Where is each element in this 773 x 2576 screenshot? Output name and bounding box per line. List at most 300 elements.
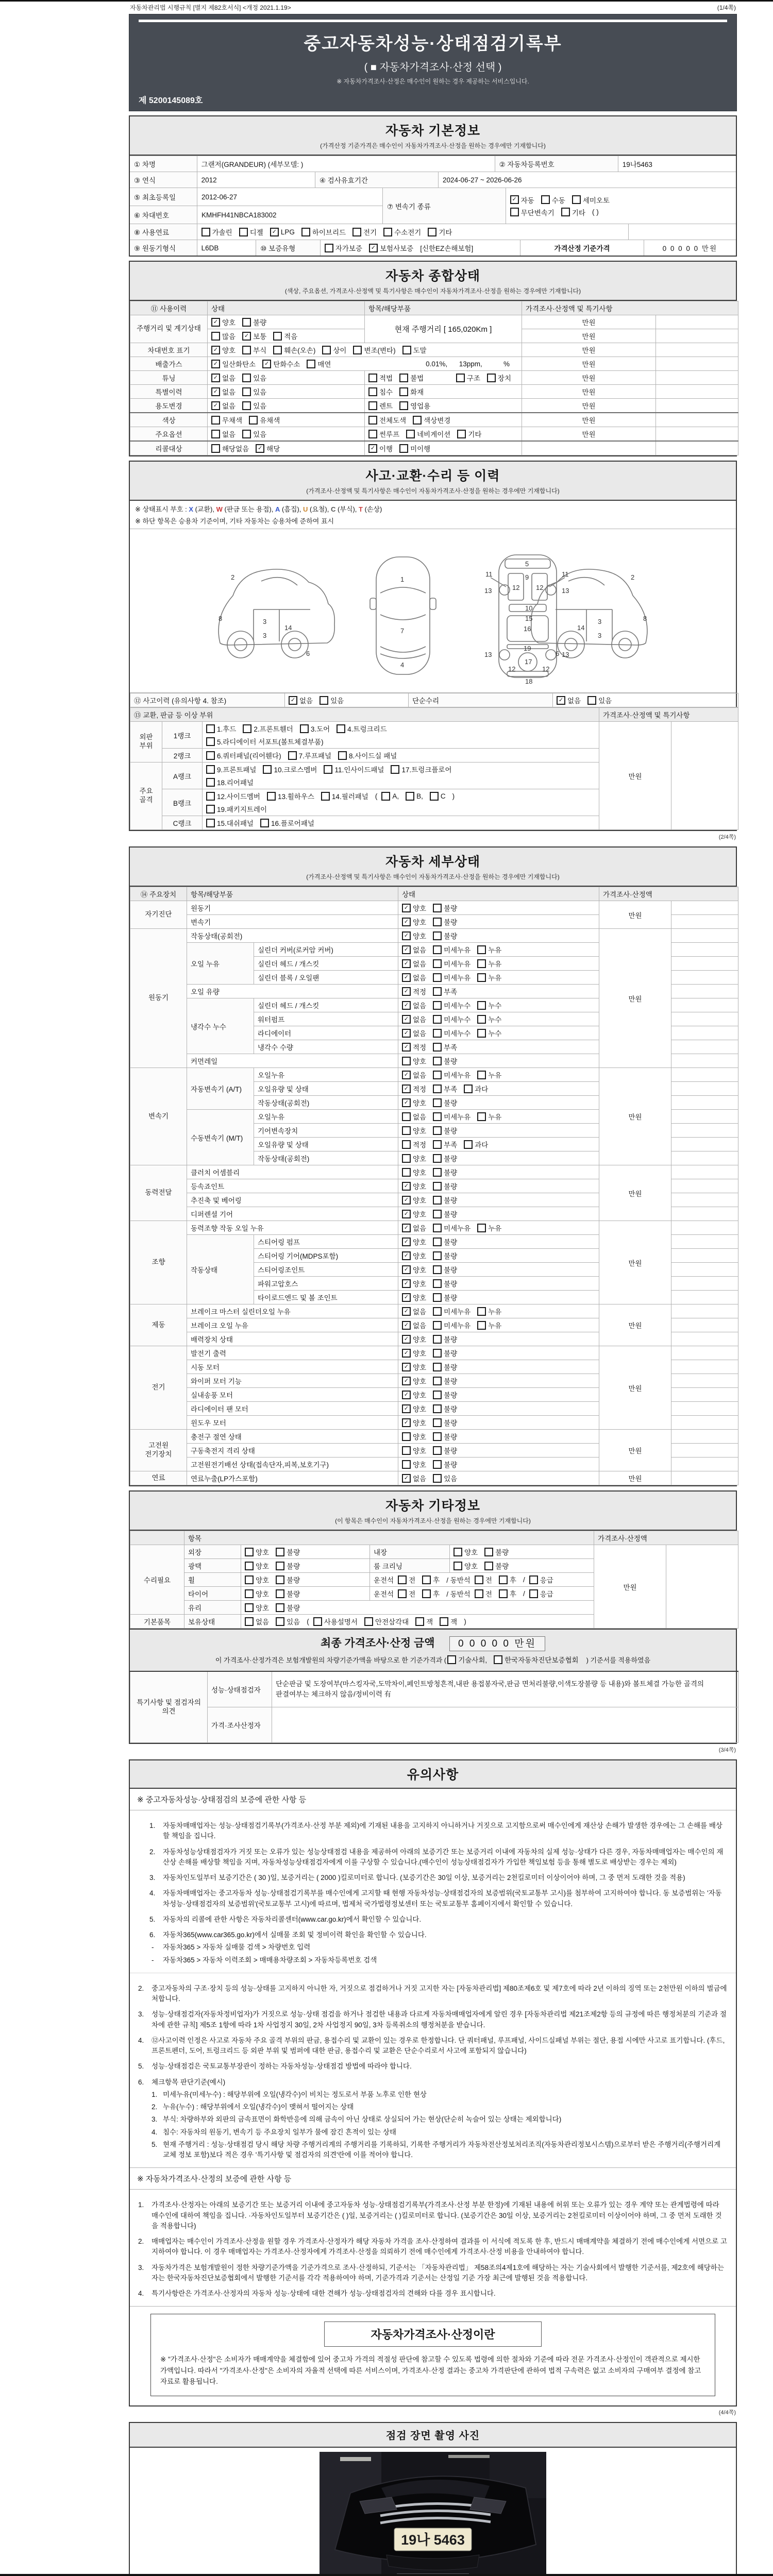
checkbox-option[interactable]	[428, 227, 452, 237]
checkbox-option[interactable]	[456, 372, 480, 383]
checkbox-option[interactable]	[572, 195, 610, 205]
checkbox-option[interactable]	[433, 1042, 457, 1052]
unchecked-checkbox-icon[interactable]	[353, 346, 362, 354]
checked-checkbox-icon[interactable]: ✓	[211, 374, 220, 382]
checkbox-option[interactable]	[402, 1209, 426, 1219]
unchecked-checkbox-icon[interactable]	[211, 430, 220, 438]
checked-checkbox-icon[interactable]: ✓	[402, 1363, 411, 1371]
checkbox-option[interactable]	[433, 1195, 457, 1205]
unchecked-checkbox-icon[interactable]	[433, 1265, 442, 1274]
checkbox-option[interactable]	[464, 1139, 488, 1149]
unchecked-checkbox-icon[interactable]	[433, 1377, 442, 1385]
checkbox-option[interactable]	[239, 227, 263, 237]
unchecked-checkbox-icon[interactable]	[433, 1279, 442, 1288]
unchecked-checkbox-icon[interactable]	[263, 765, 272, 774]
unchecked-checkbox-icon[interactable]	[433, 1140, 442, 1149]
checked-checkbox-icon[interactable]: ✓	[402, 1251, 411, 1260]
unchecked-checkbox-icon[interactable]	[352, 228, 361, 236]
checkbox-option[interactable]	[402, 1139, 426, 1149]
unchecked-checkbox-icon[interactable]	[406, 792, 414, 801]
unchecked-checkbox-icon[interactable]	[422, 1589, 431, 1598]
checkbox-option[interactable]	[402, 1431, 426, 1442]
unchecked-checkbox-icon[interactable]	[464, 1084, 473, 1093]
checkbox-option[interactable]	[256, 443, 280, 453]
checkbox-option[interactable]	[457, 429, 481, 439]
unchecked-checkbox-icon[interactable]	[433, 973, 442, 982]
checkbox-option[interactable]	[242, 331, 266, 341]
checkbox-option[interactable]	[415, 1616, 433, 1626]
unchecked-checkbox-icon[interactable]	[398, 1575, 407, 1584]
checkbox-option[interactable]	[477, 1223, 501, 1233]
checkbox-option[interactable]	[494, 1654, 578, 1665]
checkbox-option[interactable]	[211, 443, 249, 453]
unchecked-checkbox-icon[interactable]	[288, 751, 297, 760]
unchecked-checkbox-icon[interactable]	[402, 1460, 411, 1469]
unchecked-checkbox-icon[interactable]	[245, 1603, 254, 1612]
checkbox-option[interactable]	[300, 723, 330, 734]
checkbox-option[interactable]	[433, 1320, 470, 1330]
checked-checkbox-icon[interactable]: ✓	[402, 1391, 411, 1399]
unchecked-checkbox-icon[interactable]	[211, 332, 220, 341]
unchecked-checkbox-icon[interactable]	[572, 195, 581, 204]
unchecked-checkbox-icon[interactable]	[368, 387, 377, 396]
unchecked-checkbox-icon[interactable]	[206, 778, 215, 787]
unchecked-checkbox-icon[interactable]	[338, 751, 347, 760]
checkbox-option[interactable]	[433, 1181, 457, 1191]
checkbox-option[interactable]	[276, 1588, 300, 1599]
checkbox-option[interactable]	[484, 1547, 509, 1557]
checkbox-option[interactable]	[433, 972, 470, 982]
unchecked-checkbox-icon[interactable]	[433, 959, 442, 968]
checkbox-option[interactable]	[364, 1616, 409, 1626]
checkbox-option[interactable]	[399, 372, 424, 383]
unchecked-checkbox-icon[interactable]	[402, 1126, 411, 1135]
checkbox-option[interactable]	[402, 1000, 426, 1010]
checkbox-option[interactable]	[433, 903, 457, 913]
unchecked-checkbox-icon[interactable]	[477, 1071, 486, 1079]
unchecked-checkbox-icon[interactable]	[364, 1617, 373, 1626]
checkbox-option[interactable]	[276, 1547, 300, 1557]
checkbox-option[interactable]	[402, 1070, 426, 1080]
unchecked-checkbox-icon[interactable]	[276, 1603, 284, 1612]
checkbox-option[interactable]	[402, 1278, 426, 1289]
unchecked-checkbox-icon[interactable]	[484, 1562, 493, 1570]
unchecked-checkbox-icon[interactable]	[307, 360, 315, 368]
unchecked-checkbox-icon[interactable]	[477, 959, 486, 968]
unchecked-checkbox-icon[interactable]	[242, 318, 251, 327]
unchecked-checkbox-icon[interactable]	[433, 1168, 442, 1177]
unchecked-checkbox-icon[interactable]	[245, 1548, 254, 1556]
checked-checkbox-icon[interactable]: ✓	[402, 973, 411, 982]
checkbox-option[interactable]	[402, 1056, 426, 1066]
checkbox-option[interactable]	[243, 723, 293, 734]
checkbox-option[interactable]	[260, 818, 314, 828]
checkbox-option[interactable]	[242, 317, 266, 327]
unchecked-checkbox-icon[interactable]	[433, 1210, 442, 1218]
checkbox-option[interactable]	[338, 750, 397, 760]
checked-checkbox-icon[interactable]: ✓	[256, 444, 264, 453]
checkbox-option[interactable]	[368, 386, 393, 397]
unchecked-checkbox-icon[interactable]	[457, 430, 466, 438]
unchecked-checkbox-icon[interactable]	[433, 1029, 442, 1038]
checkbox-option[interactable]	[433, 1459, 457, 1469]
unchecked-checkbox-icon[interactable]	[433, 1307, 442, 1316]
unchecked-checkbox-icon[interactable]	[433, 1321, 442, 1330]
checkbox-option[interactable]	[402, 1223, 426, 1233]
checked-checkbox-icon[interactable]: ✓	[402, 1335, 411, 1344]
unchecked-checkbox-icon[interactable]	[300, 724, 309, 733]
unchecked-checkbox-icon[interactable]	[529, 1575, 538, 1584]
checkbox-option[interactable]	[433, 1083, 457, 1094]
unchecked-checkbox-icon[interactable]	[402, 1140, 411, 1149]
checkbox-option[interactable]	[477, 1306, 501, 1316]
checkbox-option[interactable]	[433, 1056, 457, 1066]
checked-checkbox-icon[interactable]: ✓	[402, 918, 411, 926]
unchecked-checkbox-icon[interactable]	[206, 737, 215, 746]
unchecked-checkbox-icon[interactable]	[433, 1015, 442, 1024]
unchecked-checkbox-icon[interactable]	[433, 1112, 442, 1121]
checkbox-option[interactable]	[406, 792, 423, 801]
checkbox-option[interactable]	[433, 1097, 457, 1108]
checkbox-option[interactable]	[510, 195, 534, 205]
checkbox-option[interactable]	[433, 917, 457, 927]
unchecked-checkbox-icon[interactable]	[320, 696, 328, 705]
unchecked-checkbox-icon[interactable]	[541, 195, 550, 204]
checkbox-option[interactable]	[413, 415, 450, 425]
checkbox-option[interactable]	[288, 750, 331, 760]
checkbox-option[interactable]	[402, 1473, 426, 1483]
unchecked-checkbox-icon[interactable]	[206, 765, 215, 774]
checkbox-option[interactable]	[402, 1445, 426, 1455]
checkbox-option[interactable]	[402, 958, 426, 969]
unchecked-checkbox-icon[interactable]	[245, 1617, 254, 1626]
checkbox-option[interactable]	[206, 777, 254, 787]
unchecked-checkbox-icon[interactable]	[475, 1589, 483, 1598]
unchecked-checkbox-icon[interactable]	[391, 765, 399, 774]
checked-checkbox-icon[interactable]: ✓	[402, 1015, 411, 1024]
checkbox-option[interactable]	[433, 1334, 457, 1344]
unchecked-checkbox-icon[interactable]	[325, 244, 333, 252]
unchecked-checkbox-icon[interactable]	[242, 401, 251, 410]
unchecked-checkbox-icon[interactable]	[422, 1575, 431, 1584]
checkbox-option[interactable]	[352, 227, 377, 237]
checkbox-option[interactable]	[402, 1028, 426, 1038]
unchecked-checkbox-icon[interactable]	[381, 792, 390, 801]
checkbox-option[interactable]	[276, 1574, 300, 1585]
checked-checkbox-icon[interactable]: ✓	[402, 1071, 411, 1079]
unchecked-checkbox-icon[interactable]	[433, 1238, 442, 1246]
checkbox-option[interactable]	[402, 345, 427, 355]
checkbox-option[interactable]	[211, 429, 236, 439]
checkbox-option[interactable]	[402, 1181, 426, 1191]
checkbox-option[interactable]	[433, 1153, 457, 1163]
checkbox-option[interactable]	[402, 1153, 426, 1163]
checkbox-option[interactable]	[433, 1014, 470, 1024]
checkbox-option[interactable]	[301, 227, 346, 237]
checkbox-option[interactable]	[211, 415, 242, 425]
checkbox-option[interactable]	[477, 958, 501, 969]
checked-checkbox-icon[interactable]: ✓	[402, 1349, 411, 1358]
unchecked-checkbox-icon[interactable]	[322, 346, 331, 354]
checkbox-option[interactable]	[402, 1306, 426, 1316]
checkbox-option[interactable]	[433, 1445, 457, 1455]
checked-checkbox-icon[interactable]: ✓	[402, 1265, 411, 1274]
checkbox-option[interactable]	[289, 695, 313, 705]
unchecked-checkbox-icon[interactable]	[499, 1575, 508, 1584]
checked-checkbox-icon[interactable]: ✓	[402, 1196, 411, 1205]
checkbox-option[interactable]	[402, 1417, 426, 1428]
checked-checkbox-icon[interactable]: ✓	[402, 1293, 411, 1302]
checkbox-option[interactable]	[402, 1083, 426, 1094]
unchecked-checkbox-icon[interactable]	[399, 401, 408, 410]
unchecked-checkbox-icon[interactable]	[433, 1474, 442, 1483]
checkbox-option[interactable]	[399, 386, 424, 397]
unchecked-checkbox-icon[interactable]	[398, 1589, 407, 1598]
checkbox-option[interactable]	[529, 1588, 553, 1599]
unchecked-checkbox-icon[interactable]	[267, 792, 276, 801]
unchecked-checkbox-icon[interactable]	[477, 945, 486, 954]
checked-checkbox-icon[interactable]: ✓	[402, 931, 411, 940]
checkbox-option[interactable]	[337, 723, 386, 734]
unchecked-checkbox-icon[interactable]	[477, 1001, 486, 1010]
checkbox-option[interactable]	[368, 372, 393, 383]
checkbox-option[interactable]	[242, 345, 266, 355]
checkbox-option[interactable]	[402, 1042, 426, 1052]
unchecked-checkbox-icon[interactable]	[242, 387, 251, 396]
checkbox-option[interactable]	[211, 345, 236, 355]
checkbox-option[interactable]	[368, 415, 406, 425]
checkbox-option[interactable]	[433, 1250, 457, 1261]
checkbox-option[interactable]	[398, 1588, 415, 1599]
checkbox-option[interactable]	[433, 930, 457, 941]
unchecked-checkbox-icon[interactable]	[433, 1154, 442, 1163]
unchecked-checkbox-icon[interactable]	[399, 444, 408, 453]
unchecked-checkbox-icon[interactable]	[276, 1617, 284, 1626]
unchecked-checkbox-icon[interactable]	[430, 792, 439, 801]
checkbox-option[interactable]	[402, 986, 426, 996]
checkbox-option[interactable]	[477, 1070, 501, 1080]
checkbox-option[interactable]	[402, 1459, 426, 1469]
unchecked-checkbox-icon[interactable]	[433, 1043, 442, 1052]
checkbox-option[interactable]	[402, 1125, 426, 1136]
checked-checkbox-icon[interactable]: ✓	[402, 1210, 411, 1218]
checkbox-option[interactable]	[433, 1111, 470, 1122]
unchecked-checkbox-icon[interactable]	[433, 987, 442, 996]
checkbox-option[interactable]	[477, 1028, 501, 1038]
checked-checkbox-icon[interactable]: ✓	[402, 1043, 411, 1052]
unchecked-checkbox-icon[interactable]	[477, 1307, 486, 1316]
unchecked-checkbox-icon[interactable]	[206, 792, 215, 801]
unchecked-checkbox-icon[interactable]	[399, 374, 408, 382]
checkbox-option[interactable]	[211, 331, 236, 341]
unchecked-checkbox-icon[interactable]	[239, 228, 248, 236]
unchecked-checkbox-icon[interactable]	[477, 1029, 486, 1038]
checked-checkbox-icon[interactable]: ✓	[402, 1307, 411, 1316]
checkbox-option[interactable]	[206, 736, 324, 747]
checkbox-option[interactable]	[206, 804, 267, 814]
unchecked-checkbox-icon[interactable]	[402, 1168, 411, 1177]
checked-checkbox-icon[interactable]: ✓	[402, 1474, 411, 1483]
checkbox-option[interactable]	[475, 1574, 492, 1585]
checkbox-option[interactable]	[399, 400, 430, 411]
unchecked-checkbox-icon[interactable]	[402, 1112, 411, 1121]
checkbox-option[interactable]	[368, 400, 393, 411]
unchecked-checkbox-icon[interactable]	[499, 1589, 508, 1598]
checkbox-option[interactable]	[242, 386, 266, 397]
checkbox-option[interactable]	[477, 944, 501, 955]
checkbox-option[interactable]	[477, 1111, 501, 1122]
checkbox-option[interactable]	[433, 958, 470, 969]
unchecked-checkbox-icon[interactable]	[260, 819, 269, 827]
unchecked-checkbox-icon[interactable]	[487, 374, 496, 382]
checkbox-option[interactable]	[206, 764, 256, 774]
checked-checkbox-icon[interactable]: ✓	[368, 444, 377, 453]
checkbox-option[interactable]	[273, 331, 297, 341]
checkbox-option[interactable]	[510, 207, 554, 217]
checked-checkbox-icon[interactable]: ✓	[402, 987, 411, 996]
checkbox-option[interactable]	[433, 1223, 470, 1233]
checkbox-option[interactable]	[402, 972, 426, 982]
unchecked-checkbox-icon[interactable]	[433, 1293, 442, 1302]
checkbox-option[interactable]	[369, 243, 413, 253]
checkbox-option[interactable]	[381, 792, 399, 801]
checkbox-option[interactable]	[477, 1014, 501, 1024]
checkbox-option[interactable]	[245, 1588, 269, 1599]
checkbox-option[interactable]	[529, 1574, 553, 1585]
unchecked-checkbox-icon[interactable]	[402, 1446, 411, 1455]
checkbox-option[interactable]	[430, 792, 446, 801]
unchecked-checkbox-icon[interactable]	[477, 1321, 486, 1330]
checkbox-option[interactable]	[453, 1561, 478, 1571]
unchecked-checkbox-icon[interactable]	[276, 1575, 284, 1584]
unchecked-checkbox-icon[interactable]	[477, 1015, 486, 1024]
checkbox-option[interactable]	[433, 1070, 470, 1080]
checkbox-option[interactable]	[245, 1602, 269, 1613]
unchecked-checkbox-icon[interactable]	[433, 1418, 442, 1427]
checkbox-option[interactable]	[321, 791, 368, 801]
unchecked-checkbox-icon[interactable]	[324, 765, 332, 774]
unchecked-checkbox-icon[interactable]	[561, 208, 570, 216]
unchecked-checkbox-icon[interactable]	[383, 228, 392, 236]
checkbox-option[interactable]	[477, 972, 501, 982]
unchecked-checkbox-icon[interactable]	[206, 805, 215, 814]
checkbox-option[interactable]	[273, 345, 315, 355]
unchecked-checkbox-icon[interactable]	[211, 416, 220, 425]
unchecked-checkbox-icon[interactable]	[276, 1589, 284, 1598]
checkbox-option[interactable]	[477, 1320, 501, 1330]
checkbox-option[interactable]	[402, 1014, 426, 1024]
unchecked-checkbox-icon[interactable]	[433, 1001, 442, 1010]
unchecked-checkbox-icon[interactable]	[475, 1575, 483, 1584]
checkbox-option[interactable]	[433, 944, 470, 955]
unchecked-checkbox-icon[interactable]	[447, 1655, 456, 1664]
checkbox-option[interactable]	[324, 764, 384, 774]
unchecked-checkbox-icon[interactable]	[245, 1562, 254, 1570]
checkbox-option[interactable]	[402, 1320, 426, 1330]
checkbox-option[interactable]	[262, 359, 300, 369]
unchecked-checkbox-icon[interactable]	[433, 1071, 442, 1079]
checkbox-option[interactable]	[433, 1264, 457, 1275]
checkbox-option[interactable]	[557, 695, 581, 705]
unchecked-checkbox-icon[interactable]	[206, 724, 215, 733]
checked-checkbox-icon[interactable]: ✓	[262, 360, 271, 368]
checkbox-option[interactable]	[391, 764, 451, 774]
checkbox-option[interactable]	[561, 207, 585, 217]
checkbox-option[interactable]	[402, 1111, 426, 1122]
checkbox-option[interactable]	[433, 1306, 470, 1316]
unchecked-checkbox-icon[interactable]	[477, 1112, 486, 1121]
unchecked-checkbox-icon[interactable]	[529, 1589, 538, 1598]
checkbox-option[interactable]	[206, 723, 236, 734]
unchecked-checkbox-icon[interactable]	[337, 724, 345, 733]
checkbox-option[interactable]	[433, 1403, 457, 1414]
checked-checkbox-icon[interactable]: ✓	[402, 1001, 411, 1010]
unchecked-checkbox-icon[interactable]	[242, 430, 251, 438]
checkbox-option[interactable]	[307, 359, 331, 369]
checkbox-option[interactable]	[399, 443, 430, 453]
unchecked-checkbox-icon[interactable]	[477, 1224, 486, 1232]
checkbox-option[interactable]	[433, 1028, 470, 1038]
checkbox-option[interactable]	[211, 359, 256, 369]
unchecked-checkbox-icon[interactable]	[433, 1432, 442, 1441]
checkbox-option[interactable]	[422, 1574, 440, 1585]
checkbox-option[interactable]	[276, 1616, 300, 1626]
checkbox-option[interactable]	[433, 1125, 457, 1136]
unchecked-checkbox-icon[interactable]	[484, 1548, 493, 1556]
unchecked-checkbox-icon[interactable]	[456, 374, 465, 382]
checkbox-option[interactable]	[487, 372, 511, 383]
checkbox-option[interactable]	[368, 443, 393, 453]
unchecked-checkbox-icon[interactable]	[433, 1446, 442, 1455]
checkbox-option[interactable]	[440, 1616, 457, 1626]
checkbox-option[interactable]	[211, 386, 236, 397]
unchecked-checkbox-icon[interactable]	[433, 1126, 442, 1135]
unchecked-checkbox-icon[interactable]	[433, 945, 442, 954]
checkbox-option[interactable]	[433, 1473, 457, 1483]
checkbox-option[interactable]	[475, 1588, 492, 1599]
unchecked-checkbox-icon[interactable]	[402, 1432, 411, 1441]
unchecked-checkbox-icon[interactable]	[249, 416, 258, 425]
unchecked-checkbox-icon[interactable]	[433, 1460, 442, 1469]
unchecked-checkbox-icon[interactable]	[494, 1655, 502, 1664]
unchecked-checkbox-icon[interactable]	[464, 1140, 473, 1149]
checkbox-option[interactable]	[402, 1334, 426, 1344]
checked-checkbox-icon[interactable]: ✓	[211, 387, 220, 396]
unchecked-checkbox-icon[interactable]	[301, 228, 310, 236]
unchecked-checkbox-icon[interactable]	[273, 332, 282, 341]
checkbox-option[interactable]	[245, 1616, 269, 1626]
checkbox-option[interactable]	[402, 1403, 426, 1414]
unchecked-checkbox-icon[interactable]	[402, 346, 411, 354]
unchecked-checkbox-icon[interactable]	[433, 1363, 442, 1371]
checkbox-option[interactable]	[402, 1362, 426, 1372]
unchecked-checkbox-icon[interactable]	[243, 724, 251, 733]
checkbox-option[interactable]	[402, 1195, 426, 1205]
checkbox-option[interactable]	[499, 1574, 516, 1585]
unchecked-checkbox-icon[interactable]	[433, 1098, 442, 1107]
checkbox-option[interactable]	[242, 372, 266, 383]
unchecked-checkbox-icon[interactable]	[433, 1349, 442, 1358]
unchecked-checkbox-icon[interactable]	[453, 1548, 462, 1556]
checkbox-option[interactable]	[211, 372, 236, 383]
checkbox-option[interactable]	[353, 345, 395, 355]
checkbox-option[interactable]	[211, 317, 236, 327]
checkbox-option[interactable]	[402, 930, 426, 941]
unchecked-checkbox-icon[interactable]	[510, 208, 519, 216]
unchecked-checkbox-icon[interactable]	[453, 1562, 462, 1570]
checked-checkbox-icon[interactable]: ✓	[211, 318, 220, 327]
checkbox-option[interactable]	[276, 1561, 300, 1571]
